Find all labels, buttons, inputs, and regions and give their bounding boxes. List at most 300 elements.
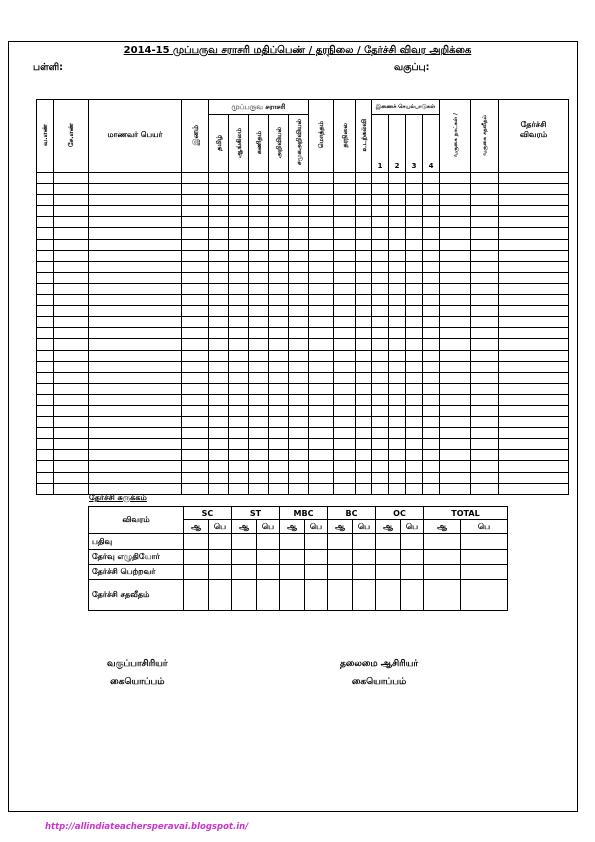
table-cell bbox=[499, 228, 569, 239]
table-cell bbox=[356, 417, 372, 428]
table-cell bbox=[309, 350, 334, 361]
table-cell bbox=[289, 361, 309, 372]
table-cell bbox=[372, 439, 389, 450]
table-cell bbox=[249, 250, 269, 261]
table-row bbox=[37, 239, 569, 250]
table-cell bbox=[372, 184, 389, 195]
table-row bbox=[37, 306, 569, 317]
table-cell bbox=[389, 261, 406, 272]
col-result-header: தேர்ச்சி விவரம் bbox=[499, 100, 569, 173]
table-cell bbox=[423, 417, 440, 428]
table-cell bbox=[54, 439, 89, 450]
table-cell bbox=[54, 206, 89, 217]
table-row bbox=[37, 328, 569, 339]
table-cell bbox=[249, 450, 269, 461]
table-cell bbox=[309, 283, 334, 294]
table-cell bbox=[499, 328, 569, 339]
table-cell bbox=[423, 261, 440, 272]
table-cell bbox=[389, 483, 406, 494]
table-cell bbox=[309, 372, 334, 383]
table-cell bbox=[229, 428, 249, 439]
table-cell bbox=[289, 439, 309, 450]
table-row bbox=[37, 283, 569, 294]
summary-female-header: பெ bbox=[461, 520, 508, 534]
summary-cell bbox=[257, 580, 280, 611]
summary-row bbox=[89, 580, 508, 611]
table-cell bbox=[334, 295, 356, 306]
cocurricular-group-header: இணைச் செயல்பாடுகள் bbox=[372, 100, 440, 115]
table-cell bbox=[37, 450, 54, 461]
table-cell bbox=[269, 417, 289, 428]
table-cell bbox=[209, 228, 229, 239]
table-cell bbox=[37, 306, 54, 317]
table-cell bbox=[334, 184, 356, 195]
table-cell bbox=[406, 394, 423, 405]
table-cell bbox=[309, 239, 334, 250]
cocurricular-2-header: 2 bbox=[389, 115, 406, 173]
table-cell bbox=[471, 283, 499, 294]
table-cell bbox=[269, 173, 289, 184]
summary-cell bbox=[401, 565, 424, 580]
table-cell bbox=[89, 350, 182, 361]
table-cell bbox=[182, 483, 209, 494]
table-cell bbox=[389, 283, 406, 294]
table-cell bbox=[229, 328, 249, 339]
summary-cell bbox=[401, 580, 424, 611]
table-cell bbox=[309, 306, 334, 317]
table-cell bbox=[309, 383, 334, 394]
table-row bbox=[37, 461, 569, 472]
table-cell bbox=[406, 317, 423, 328]
table-cell bbox=[372, 261, 389, 272]
table-cell bbox=[37, 361, 54, 372]
table-cell bbox=[54, 173, 89, 184]
table-cell bbox=[249, 272, 269, 283]
table-row bbox=[37, 184, 569, 195]
table-cell bbox=[406, 372, 423, 383]
table-cell bbox=[372, 450, 389, 461]
table-cell bbox=[37, 417, 54, 428]
table-cell bbox=[334, 417, 356, 428]
table-cell bbox=[334, 339, 356, 350]
col-days-header: வருகை நாட்கள் / bbox=[440, 100, 471, 173]
table-cell bbox=[289, 184, 309, 195]
table-cell bbox=[471, 173, 499, 184]
table-cell bbox=[37, 350, 54, 361]
table-cell bbox=[182, 350, 209, 361]
table-cell bbox=[499, 217, 569, 228]
table-cell bbox=[356, 405, 372, 416]
summary-cell bbox=[280, 580, 305, 611]
table-cell bbox=[356, 394, 372, 405]
table-cell bbox=[229, 239, 249, 250]
table-cell bbox=[182, 405, 209, 416]
table-row bbox=[37, 350, 569, 361]
table-cell bbox=[499, 350, 569, 361]
table-cell bbox=[182, 295, 209, 306]
table-cell bbox=[182, 195, 209, 206]
table-cell bbox=[309, 250, 334, 261]
summary-cell bbox=[461, 550, 508, 565]
table-cell bbox=[249, 173, 269, 184]
table-cell bbox=[269, 195, 289, 206]
table-cell bbox=[499, 428, 569, 439]
table-cell bbox=[309, 428, 334, 439]
summary-cell bbox=[353, 550, 376, 565]
summary-cell bbox=[209, 580, 232, 611]
table-cell bbox=[471, 450, 499, 461]
table-cell bbox=[309, 439, 334, 450]
table-cell bbox=[334, 361, 356, 372]
table-cell bbox=[309, 228, 334, 239]
table-cell bbox=[423, 339, 440, 350]
table-row bbox=[37, 361, 569, 372]
table-cell bbox=[406, 217, 423, 228]
table-cell bbox=[499, 439, 569, 450]
summary-cell bbox=[184, 580, 209, 611]
table-cell bbox=[356, 439, 372, 450]
summary-group-bc: BC bbox=[328, 507, 376, 520]
table-cell bbox=[499, 405, 569, 416]
table-cell bbox=[209, 361, 229, 372]
table-cell bbox=[269, 184, 289, 195]
table-cell bbox=[499, 283, 569, 294]
table-cell bbox=[269, 350, 289, 361]
table-cell bbox=[289, 228, 309, 239]
table-cell bbox=[289, 283, 309, 294]
summary-row-label: தேர்வு எழுதியோர் bbox=[89, 550, 184, 565]
table-cell bbox=[389, 439, 406, 450]
table-cell bbox=[423, 184, 440, 195]
table-cell bbox=[289, 450, 309, 461]
table-cell bbox=[471, 417, 499, 428]
table-cell bbox=[499, 450, 569, 461]
table-cell bbox=[229, 417, 249, 428]
table-cell bbox=[440, 283, 471, 294]
table-cell bbox=[289, 405, 309, 416]
table-cell bbox=[89, 472, 182, 483]
table-cell bbox=[423, 483, 440, 494]
table-cell bbox=[229, 217, 249, 228]
table-cell bbox=[372, 317, 389, 328]
table-cell bbox=[356, 372, 372, 383]
table-cell bbox=[269, 339, 289, 350]
table-cell bbox=[356, 239, 372, 250]
summary-group-total: TOTAL bbox=[424, 507, 508, 520]
table-cell bbox=[229, 339, 249, 350]
table-cell bbox=[389, 472, 406, 483]
table-cell bbox=[89, 184, 182, 195]
table-cell bbox=[209, 295, 229, 306]
table-cell bbox=[37, 206, 54, 217]
table-cell bbox=[229, 250, 249, 261]
table-cell bbox=[471, 339, 499, 350]
table-cell bbox=[499, 306, 569, 317]
table-row bbox=[37, 250, 569, 261]
table-cell bbox=[229, 228, 249, 239]
table-cell bbox=[356, 328, 372, 339]
table-cell bbox=[423, 328, 440, 339]
table-cell bbox=[423, 383, 440, 394]
col-total-header: மொத்தம் bbox=[309, 100, 334, 173]
table-cell bbox=[471, 295, 499, 306]
table-cell bbox=[269, 250, 289, 261]
table-cell bbox=[89, 206, 182, 217]
table-cell bbox=[54, 328, 89, 339]
table-cell bbox=[89, 261, 182, 272]
table-cell bbox=[356, 306, 372, 317]
table-cell bbox=[471, 317, 499, 328]
table-cell bbox=[37, 461, 54, 472]
table-cell bbox=[471, 250, 499, 261]
school-label: பள்ளி: bbox=[33, 62, 63, 73]
table-cell bbox=[372, 417, 389, 428]
table-cell bbox=[356, 250, 372, 261]
table-cell bbox=[269, 439, 289, 450]
table-cell bbox=[309, 472, 334, 483]
table-cell bbox=[423, 350, 440, 361]
table-cell bbox=[309, 361, 334, 372]
blog-url[interactable]: http://allindiateachersperavai.blogspot.in/ bbox=[45, 822, 249, 832]
table-cell bbox=[54, 272, 89, 283]
table-cell bbox=[471, 405, 499, 416]
summary-cell bbox=[376, 580, 401, 611]
table-cell bbox=[471, 372, 499, 383]
table-cell bbox=[37, 383, 54, 394]
table-cell bbox=[334, 461, 356, 472]
table-cell bbox=[423, 461, 440, 472]
table-cell bbox=[334, 206, 356, 217]
table-cell bbox=[372, 195, 389, 206]
col-name-header: மாணவர் பெயர் bbox=[89, 100, 182, 173]
table-cell bbox=[406, 461, 423, 472]
table-cell bbox=[37, 472, 54, 483]
table-cell bbox=[471, 195, 499, 206]
table-cell bbox=[37, 328, 54, 339]
table-row bbox=[37, 195, 569, 206]
table-cell bbox=[54, 217, 89, 228]
table-cell bbox=[229, 372, 249, 383]
table-row bbox=[37, 206, 569, 217]
table-cell bbox=[372, 283, 389, 294]
table-cell bbox=[209, 472, 229, 483]
table-row bbox=[37, 428, 569, 439]
table-cell bbox=[89, 228, 182, 239]
table-cell bbox=[440, 450, 471, 461]
summary-cell bbox=[280, 565, 305, 580]
table-cell bbox=[209, 283, 229, 294]
table-cell bbox=[423, 250, 440, 261]
table-cell bbox=[389, 173, 406, 184]
table-cell bbox=[309, 450, 334, 461]
table-cell bbox=[389, 306, 406, 317]
table-cell bbox=[54, 250, 89, 261]
table-cell bbox=[389, 394, 406, 405]
summary-cell bbox=[305, 550, 328, 565]
table-cell bbox=[389, 361, 406, 372]
table-cell bbox=[54, 483, 89, 494]
table-cell bbox=[89, 361, 182, 372]
table-cell bbox=[309, 394, 334, 405]
headmaster-sign-label: கையொப்பம் bbox=[351, 677, 407, 687]
table-cell bbox=[440, 372, 471, 383]
table-cell bbox=[499, 173, 569, 184]
table-cell bbox=[309, 339, 334, 350]
table-cell bbox=[289, 328, 309, 339]
table-cell bbox=[423, 472, 440, 483]
table-cell bbox=[269, 361, 289, 372]
class-label: வகுப்பு: bbox=[394, 62, 430, 73]
table-cell bbox=[334, 195, 356, 206]
table-cell bbox=[209, 317, 229, 328]
table-cell bbox=[37, 295, 54, 306]
table-cell bbox=[423, 283, 440, 294]
table-cell bbox=[440, 428, 471, 439]
table-cell bbox=[440, 394, 471, 405]
table-cell bbox=[423, 439, 440, 450]
summary-female-header: பெ bbox=[401, 520, 424, 534]
table-cell bbox=[209, 339, 229, 350]
table-cell bbox=[389, 428, 406, 439]
table-cell bbox=[309, 272, 334, 283]
table-cell bbox=[389, 239, 406, 250]
table-cell bbox=[389, 217, 406, 228]
table-cell bbox=[229, 283, 249, 294]
table-cell bbox=[334, 283, 356, 294]
table-cell bbox=[229, 272, 249, 283]
table-row bbox=[37, 317, 569, 328]
table-cell bbox=[182, 428, 209, 439]
table-cell bbox=[89, 239, 182, 250]
table-cell bbox=[334, 261, 356, 272]
table-cell bbox=[356, 339, 372, 350]
table-cell bbox=[389, 295, 406, 306]
table-cell bbox=[406, 306, 423, 317]
table-cell bbox=[309, 261, 334, 272]
table-cell bbox=[406, 417, 423, 428]
table-cell bbox=[182, 173, 209, 184]
table-row bbox=[37, 228, 569, 239]
summary-cell bbox=[232, 534, 257, 550]
table-cell bbox=[406, 428, 423, 439]
table-cell bbox=[356, 217, 372, 228]
table-cell bbox=[269, 472, 289, 483]
table-cell bbox=[423, 295, 440, 306]
summary-female-header: பெ bbox=[353, 520, 376, 534]
summary-row-label: தேர்ச்சி சதவீதம் bbox=[89, 580, 184, 611]
table-cell bbox=[54, 394, 89, 405]
summary-cell bbox=[424, 550, 461, 565]
table-cell bbox=[249, 428, 269, 439]
col-serial-header: வ.எண் bbox=[37, 100, 54, 173]
table-cell bbox=[249, 228, 269, 239]
table-cell bbox=[249, 472, 269, 483]
table-cell bbox=[229, 306, 249, 317]
table-cell bbox=[406, 228, 423, 239]
table-cell bbox=[334, 173, 356, 184]
table-cell bbox=[89, 372, 182, 383]
table-cell bbox=[182, 272, 209, 283]
table-cell bbox=[406, 383, 423, 394]
table-cell bbox=[54, 372, 89, 383]
table-cell bbox=[182, 217, 209, 228]
table-cell bbox=[182, 439, 209, 450]
table-cell bbox=[471, 328, 499, 339]
table-cell bbox=[406, 361, 423, 372]
table-cell bbox=[499, 461, 569, 472]
table-cell bbox=[334, 328, 356, 339]
table-cell bbox=[229, 439, 249, 450]
summary-body bbox=[89, 534, 508, 611]
table-cell bbox=[356, 472, 372, 483]
table-cell bbox=[440, 383, 471, 394]
table-cell bbox=[440, 295, 471, 306]
table-cell bbox=[389, 228, 406, 239]
marks-table-body bbox=[37, 173, 569, 495]
table-cell bbox=[229, 195, 249, 206]
table-cell bbox=[89, 173, 182, 184]
table-cell bbox=[423, 317, 440, 328]
table-cell bbox=[289, 295, 309, 306]
table-cell bbox=[269, 206, 289, 217]
table-cell bbox=[334, 394, 356, 405]
table-cell bbox=[372, 394, 389, 405]
table-row bbox=[37, 261, 569, 272]
table-cell bbox=[54, 461, 89, 472]
table-cell bbox=[372, 306, 389, 317]
table-cell bbox=[372, 250, 389, 261]
table-cell bbox=[54, 428, 89, 439]
table-cell bbox=[440, 173, 471, 184]
table-cell bbox=[209, 461, 229, 472]
summary-female-header: பெ bbox=[305, 520, 328, 534]
summary-cell bbox=[376, 550, 401, 565]
table-cell bbox=[54, 405, 89, 416]
table-cell bbox=[229, 394, 249, 405]
cocurricular-1-header: 1 bbox=[372, 115, 389, 173]
table-cell bbox=[356, 283, 372, 294]
table-cell bbox=[89, 383, 182, 394]
table-cell bbox=[423, 206, 440, 217]
table-cell bbox=[423, 394, 440, 405]
table-cell bbox=[54, 450, 89, 461]
table-cell bbox=[89, 405, 182, 416]
table-cell bbox=[37, 405, 54, 416]
summary-cell bbox=[280, 550, 305, 565]
table-row bbox=[37, 417, 569, 428]
table-cell bbox=[249, 461, 269, 472]
table-cell bbox=[89, 217, 182, 228]
table-cell bbox=[89, 439, 182, 450]
table-cell bbox=[89, 461, 182, 472]
table-cell bbox=[289, 428, 309, 439]
table-cell bbox=[440, 239, 471, 250]
table-cell bbox=[289, 206, 309, 217]
table-cell bbox=[440, 328, 471, 339]
table-cell bbox=[440, 206, 471, 217]
table-cell bbox=[309, 461, 334, 472]
table-cell bbox=[209, 206, 229, 217]
table-cell bbox=[269, 428, 289, 439]
table-cell bbox=[440, 417, 471, 428]
table-cell bbox=[471, 206, 499, 217]
table-cell bbox=[440, 250, 471, 261]
summary-cell bbox=[401, 534, 424, 550]
table-cell bbox=[389, 461, 406, 472]
table-cell bbox=[440, 461, 471, 472]
summary-cell bbox=[232, 580, 257, 611]
table-cell bbox=[372, 272, 389, 283]
